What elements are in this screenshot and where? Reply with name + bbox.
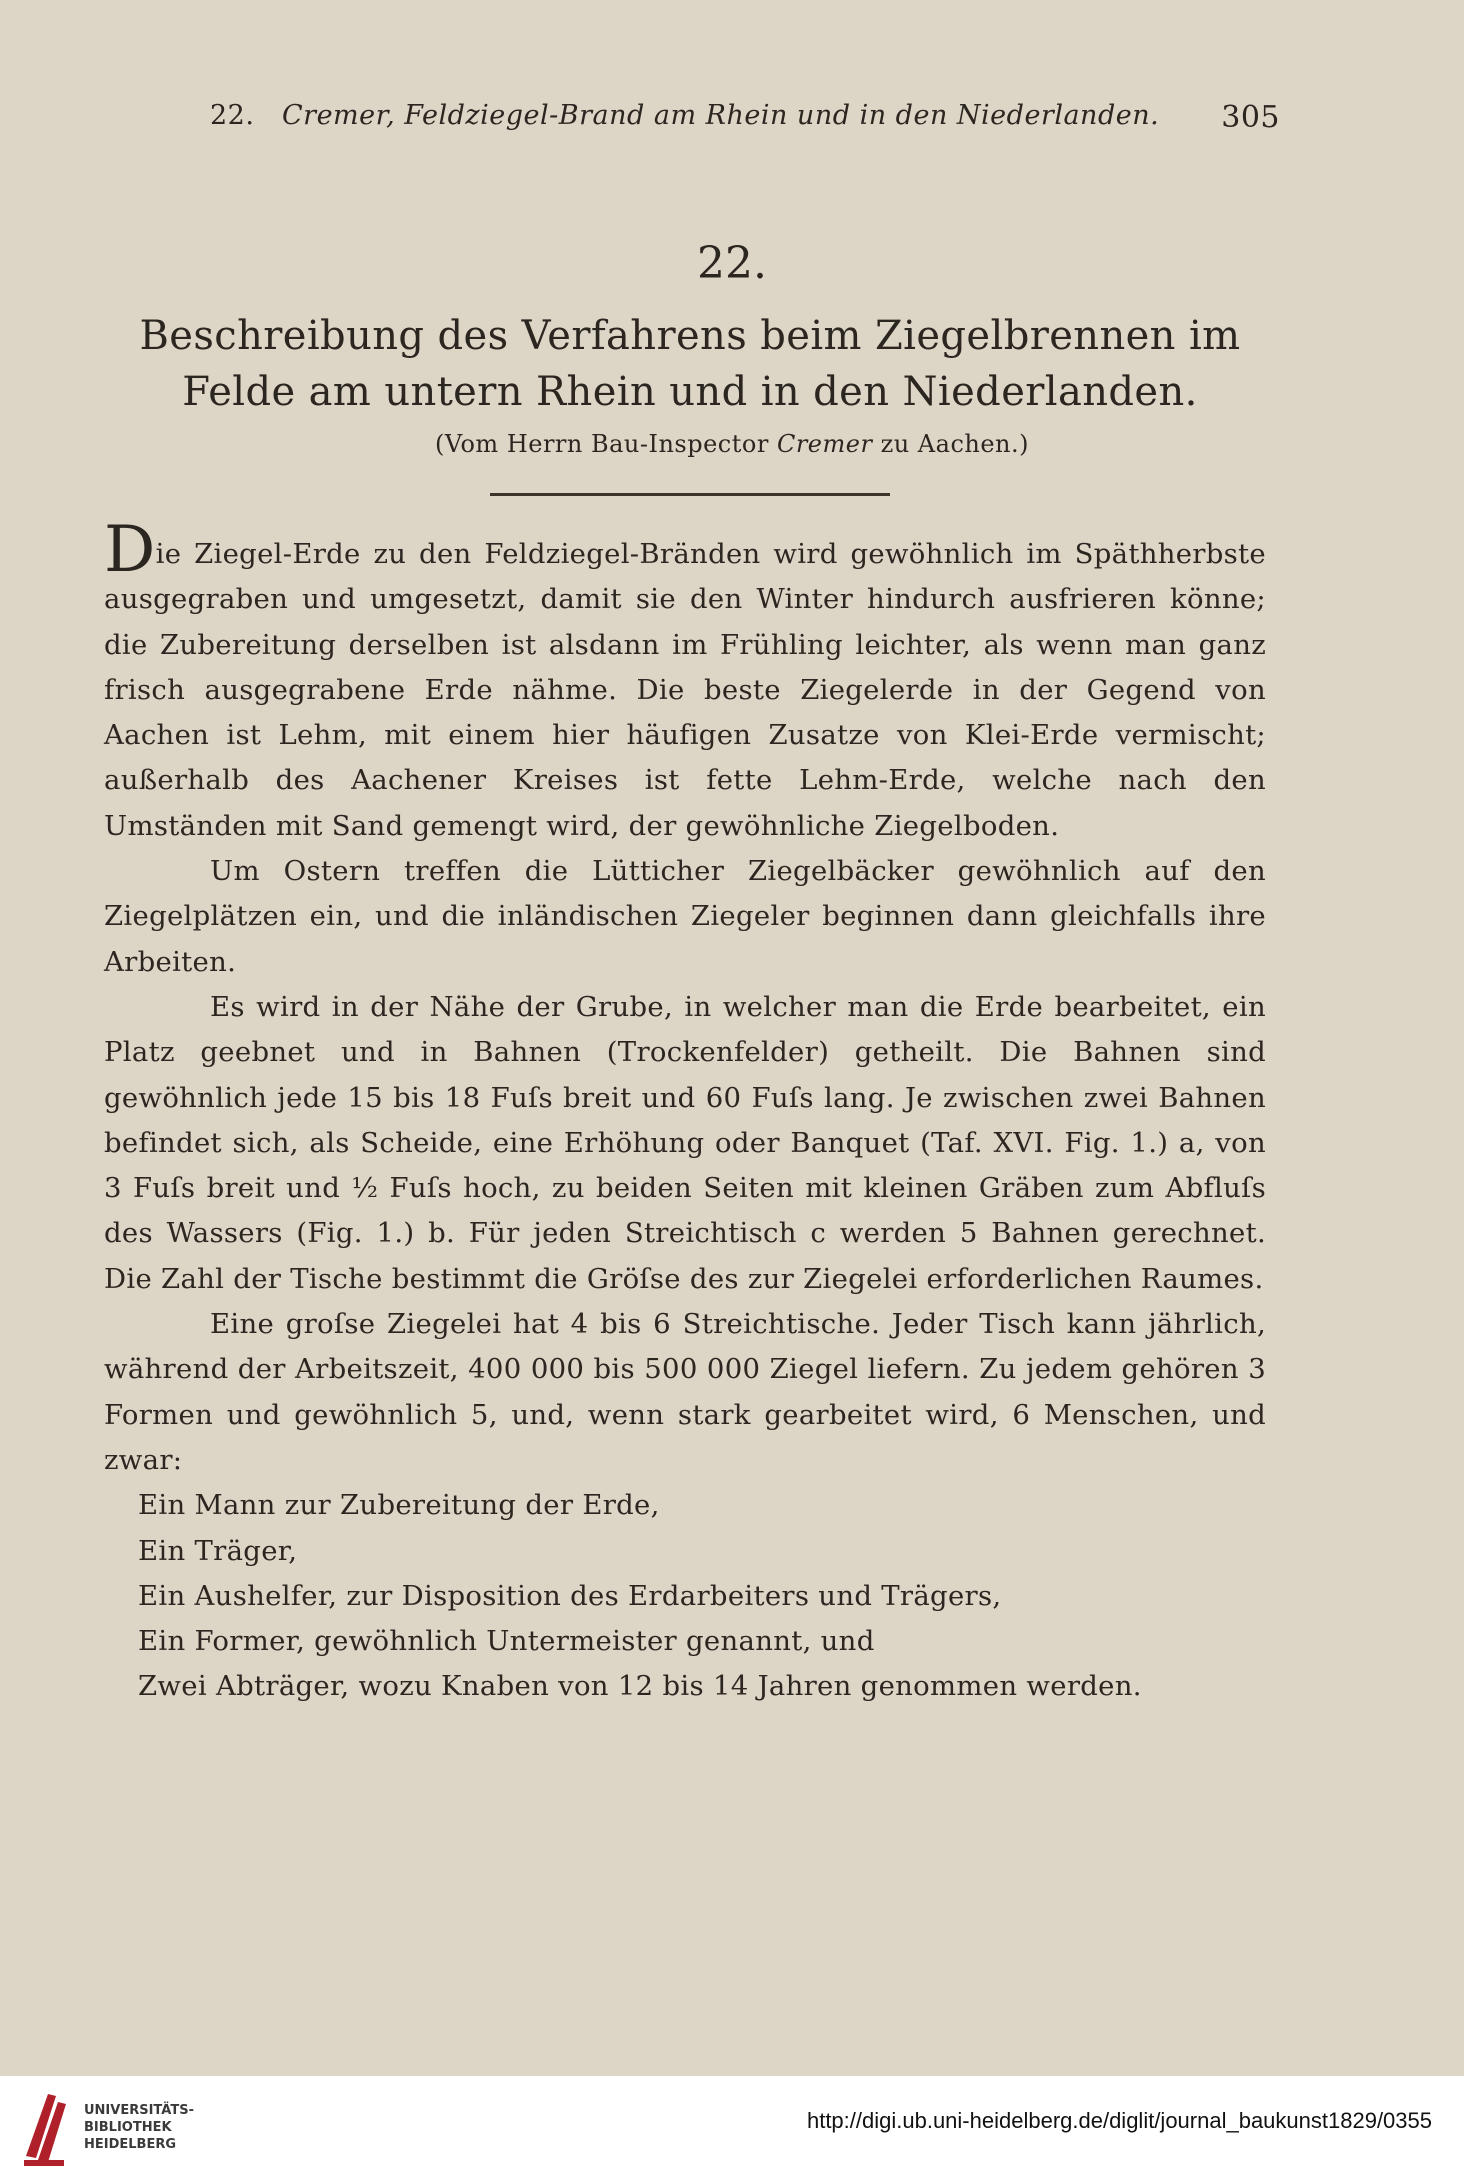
paragraph-1-text: ie Ziegel-Erde zu den Feldziegel-Bränden wird gewöhnlich im Späthherbste ausgegraben und umgesetzt, damit sie den Winter hindurch ausfrieren könne; die Zubereitung derselben ist alsdann im Frühling leichter, als wenn man ganz frisch ausgegrabene Erde nähme. Die beste Ziegelerde in der Gegend von Aachen ist Lehm, mit einem hier häufigen Zusatze von Klei-Erde vermischt; außerhalb des Aachener Kreises ist fette Lehm-Erde, welche nach den Umständen mit Sand gemengt wird, der gewöhnliche Ziegelboden.: [104, 538, 1266, 842]
chapter-title-line-2: Felde am untern Rhein und in den Niederlanden.: [182, 369, 1198, 415]
worker-list: [104, 1483, 1266, 1709]
running-head: [210, 100, 1280, 140]
library-logo-icon: [18, 2086, 74, 2170]
chapter-title: [100, 308, 1280, 420]
author-byline: [0, 430, 1464, 458]
list-item: Ein Mann zur Zubereitung der Erde,: [138, 1489, 660, 1522]
running-head-title: Cremer, Feldziegel-Brand am Rhein und in den Niederlanden.: [282, 100, 1160, 131]
chapter-title-line-1: Beschreibung des Verfahrens beim Ziegelbrennen im: [139, 313, 1241, 359]
library-footer: [0, 2076, 1464, 2180]
list-item: Ein Träger,: [138, 1534, 298, 1567]
drop-cap: D: [104, 513, 156, 587]
page-number: 305: [1221, 100, 1280, 135]
paragraph-2: Um Ostern treffen die Lütticher Ziegelbäcker gewöhnlich auf den Ziegelplätzen ein, und die inländischen Ziegeler beginnen dann gleichfalls ihre Arbeiten.: [104, 855, 1266, 978]
byline-author-name: Cremer: [776, 430, 873, 458]
paragraph-4: Eine groſse Ziegelei hat 4 bis 6 Streichtische. Jeder Tisch kann jährlich, während der Arbeitszeit, 400 000 bis 500 000 Ziegel liefern. Zu jedem gehören 3 Formen und gewöhnlich 5, und, wenn stark gearbeitet wird, 6 Menschen, und zwar:: [104, 1308, 1266, 1476]
source-url[interactable]: http://digi.ub.uni-heidelberg.de/diglit/journal_baukunst1829/0355: [806, 2108, 1432, 2133]
paragraph-3: Es wird in der Nähe der Grube, in welcher man die Erde bearbeitet, ein Platz geebnet und in Bahnen (Trockenfelder) getheilt. Die Bahnen sind gewöhnlich jede 15 bis 18 Fuſs breit und 60 Fuſs lang. Je zwischen zwei Bahnen befindet sich, als Scheide, eine Erhöhung oder Banquet (Taf. XVI. Fig. 1.) a, von 3 Fuſs breit und ½ Fuſs hoch, zu beiden Seiten mit kleinen Gräben zum Abfluſs des Wassers (Fig. 1.) b. Für jeden Streichtisch c werden 5 Bahnen gerechnet. Die Zahl der Tische bestimmt die Gröſse des zur Ziegelei erforderlichen Raumes.: [104, 990, 1266, 1295]
chapter-number: 22.: [697, 238, 767, 289]
title-divider: [490, 493, 890, 496]
library-name-line-1: UNIVERSITÄTS-: [84, 2103, 194, 2118]
running-head-number: 22.: [210, 100, 255, 131]
library-name-line-3: HEIDELBERG: [84, 2137, 177, 2152]
byline-prefix: (Vom Herrn Bau-Inspector: [434, 430, 777, 458]
library-name: [84, 2102, 194, 2153]
list-item: Zwei Abträger, wozu Knaben von 12 bis 14 Jahren genommen werden.: [138, 1670, 1142, 1703]
list-item: Ein Aushelfer, zur Disposition des Erdarbeiters und Trägers,: [138, 1579, 1002, 1612]
paragraph-1: [104, 513, 1266, 849]
library-name-line-2: BIBLIOTHEK: [84, 2120, 172, 2135]
body-text: [104, 513, 1266, 1710]
list-item: Ein Former, gewöhnlich Untermeister genannt, und: [138, 1625, 875, 1658]
byline-suffix: zu Aachen.): [872, 430, 1029, 458]
